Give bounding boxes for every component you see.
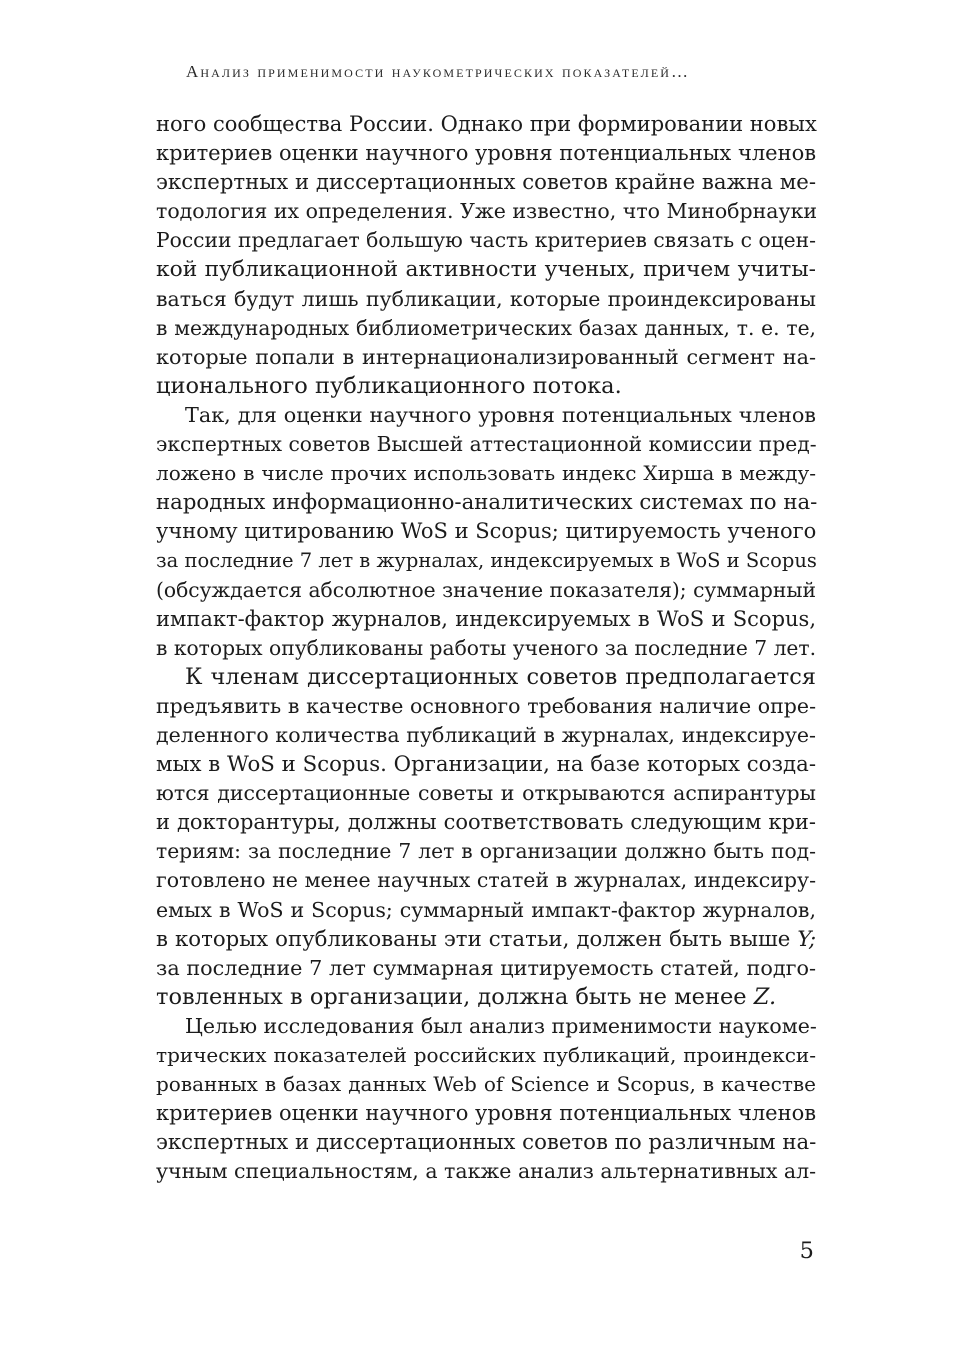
text-line: учным специальностям, а также анализ альтернативных ал- [156, 1159, 817, 1184]
page-number: 5 [799, 1238, 814, 1264]
text-line: ются диссертационные советы и открываются аспирантуры [156, 781, 816, 806]
text-line: предъявить в качестве основного требования наличие опре- [156, 693, 816, 718]
text-line: учному цитированию WoS и Scopus; цитируемость ученого [156, 519, 817, 544]
text-segment: товленных в организации, должна быть не менее [156, 983, 747, 1010]
text-line: ционального публикационного потока. [156, 372, 622, 399]
text-line: России предлагает большую часть критериев связать с оцен- [156, 228, 816, 253]
text-line: критериев оценки научного уровня потенциальных членов [156, 1101, 817, 1126]
text-line: экспертных и диссертационных советов крайне важна ме- [156, 170, 816, 196]
text-line: (обсуждается абсолютное значение показателя); суммарный [156, 577, 816, 602]
text-line: ложено в числе прочих использовать индекс Хирша в между- [156, 461, 816, 486]
italic-variable-y: Y; [797, 926, 816, 952]
text-line: экспертных советов Высшей аттестационной комиссии пред- [156, 432, 817, 457]
text-line: ного сообщества России. Однако при формировании новых [156, 112, 817, 136]
text-segment: в которых опубликованы эти статьи, должен быть выше [156, 926, 791, 952]
text-line: которые попали в интернационализированный сегмент на- [156, 344, 816, 369]
text-line: и докторантуры, должны соответствовать следующим кри- [156, 810, 816, 835]
text-line: К членам диссертационных советов предполагается [185, 663, 816, 690]
text-line: за последние 7 лет в журналах, индексируемых в WoS и Scopus [156, 549, 817, 573]
text-line: в международных библиометрических базах данных, т. е. те, [156, 315, 816, 340]
paragraph-4 [156, 1012, 816, 1187]
text-line: Целью исследования был анализ применимости наукоме- [185, 1013, 817, 1038]
text-line: критериев оценки научного уровня потенциальных членов [156, 141, 817, 166]
text-line: кой публикационной активности ученых, причем учиты- [156, 257, 816, 283]
text-line: емых в WoS и Scopus; суммарный импакт-фактор журналов, [156, 897, 816, 922]
text-line: териям: за последние 7 лет в организации должно быть под- [156, 839, 816, 864]
running-head: Анализ применимости наукометрических показателей… [186, 62, 691, 81]
paragraph-3 [156, 663, 816, 1012]
paragraph-1 [156, 110, 816, 401]
text-line: тодология их определения. Уже известно, что Минобрнауки [156, 199, 818, 224]
text-line: рованных в базах данных Web of Science и Scopus, в качестве [156, 1072, 816, 1097]
text-line: экспертных и диссертационных советов по различным на- [156, 1130, 817, 1156]
text-line: импакт-фактор журналов, индексируемых в WoS и Scopus, [156, 606, 816, 631]
text-line-with-italic [156, 925, 816, 954]
text-line: ваться будут лишь публикации, которые проиндексированы [156, 286, 816, 311]
text-line: Так, для оценки научного уровня потенциальных членов [185, 402, 816, 427]
text-line: деленного количества публикаций в журналах, индексируе- [156, 722, 816, 747]
text-line: готовлено не менее научных статей в журналах, индексиру- [156, 868, 816, 893]
text-line: народных информационно-аналитических системах по на- [156, 490, 818, 516]
text-line: в которых опубликованы работы ученого за последние 7 лет. [156, 635, 817, 660]
text-line: за последние 7 лет суммарная цитируемость статей, подго- [156, 955, 816, 980]
text-line: трических показателей российских публикаций, проиндекси- [156, 1043, 816, 1067]
paragraph-2 [156, 401, 816, 663]
text-line: мых в WoS и Scopus. Организации, на базе которых созда- [156, 752, 816, 778]
body-text [156, 110, 816, 1186]
text-line-with-italic [156, 983, 816, 1012]
italic-variable-z: Z. [753, 983, 777, 1010]
